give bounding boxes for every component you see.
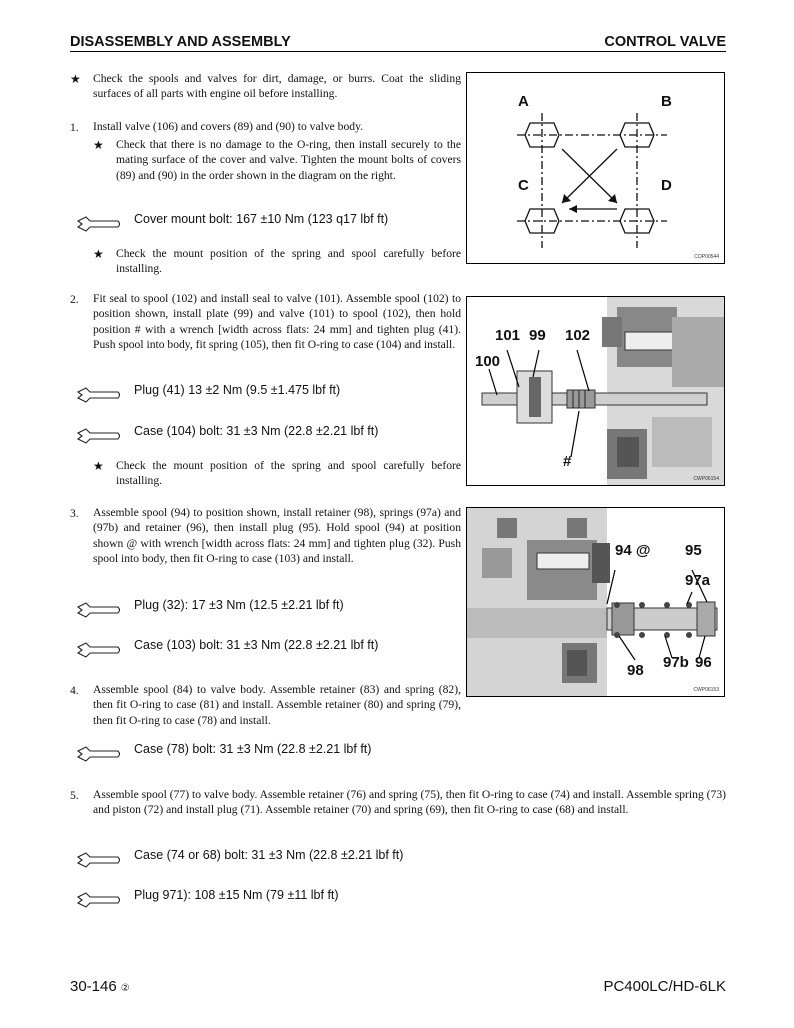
bolt-label-c: C: [518, 177, 529, 194]
page-number: [70, 978, 130, 995]
figure-code: CWP06154: [693, 476, 719, 482]
intro-note: Check the spools and valves for dirt, damage, or burrs. Coat the sliding surfaces of all parts with engine oil before installing.: [93, 72, 461, 101]
star-bullet-icon: ★: [93, 247, 104, 261]
step-number: 5.: [70, 789, 79, 802]
part-label-98: 98: [627, 662, 644, 679]
wrench-torque-icon: [76, 426, 122, 446]
figure-code: COP00544: [694, 254, 719, 260]
wrench-torque-icon: [76, 744, 122, 764]
revision-mark: ②: [120, 983, 130, 994]
star-bullet-icon: ★: [70, 72, 81, 86]
step2-text: Fit seal to spool (102) and install seal to valve (101). Assemble spool (102) to position shown, install plate (99) and valve (101) to spool (102), then hold position # with a wrench [width across flats: 24 mm] and tighten plug (41). Push spool into body, fit spring (105), then fit O-ring to case (104) and install.: [93, 292, 461, 352]
step-number: 2.: [70, 293, 79, 306]
torque-value: Plug (32): 17 ±3 Nm (12.5 ±2.21 lbf ft): [134, 598, 344, 612]
wrench-torque-icon: [76, 890, 122, 910]
wrench-torque-icon: [76, 850, 122, 870]
step-number: 4.: [70, 684, 79, 697]
page-number-text: 30-146: [70, 978, 117, 995]
figure-code: CWP06153: [693, 687, 719, 693]
step-number: 3.: [70, 507, 79, 520]
wrench-torque-icon: [76, 600, 122, 620]
page-header: [70, 33, 726, 52]
bolt-order-drawing: [467, 73, 724, 263]
step1-text: Install valve (106) and covers (89) and (90) to valve body.: [93, 120, 364, 133]
torque-value: Plug 971): 108 ±15 Nm (79 ±11 lbf ft): [134, 888, 339, 902]
step2-note: Check the mount position of the spring and spool carefully before installing.: [116, 459, 461, 488]
torque-value: Plug (41) 13 ±2 Nm (9.5 ±1.475 lbf ft): [134, 383, 341, 397]
wrench-torque-icon: [76, 385, 122, 405]
bolt-label-b: B: [661, 93, 672, 110]
step1-note2: Check the mount position of the spring and spool carefully before installing.: [116, 247, 461, 276]
part-label-102: 102: [565, 327, 591, 344]
torque-value: Case (78) bolt: 31 ±3 Nm (22.8 ±2.21 lbf ft): [134, 742, 372, 756]
spool-102-assembly-photo: [466, 296, 725, 486]
torque-value: Cover mount bolt: 167 ±10 Nm (123 q17 lbf ft): [134, 212, 389, 226]
step1-note: Check that there is no damage to the O-ring, then install securely to the mating surface of the cover and valve. Tighten the mount bolts of covers (89) and (90) in the order shown in the diagram on the right.: [116, 138, 461, 182]
bolt-label-a: A: [518, 93, 529, 110]
part-label-100: 100: [475, 353, 501, 370]
section-title: DISASSEMBLY AND ASSEMBLY: [70, 34, 291, 50]
step3-text: Assemble spool (94) to position shown, install retainer (98), springs (97a) and (97b) and retainer (96), then install plug (95). Hold spool (94) at position shown @ with wrench [width across flats: 24 mm] and tighten plug (32). Push spool into body, then fit O-ring to case (103) and install.: [93, 506, 461, 566]
bolt-tightening-order-diagram: [466, 72, 725, 264]
torque-value: Case (104) bolt: 31 ±3 Nm (22.8 ±2.21 lbf ft): [134, 424, 379, 438]
component-title: CONTROL VALVE: [604, 34, 726, 50]
torque-value: Case (74 or 68) bolt: 31 ±3 Nm (22.8 ±2.21 lbf ft): [134, 848, 404, 862]
wrench-torque-icon: [76, 214, 122, 234]
step4-text: Assemble spool (84) to valve body. Assemble retainer (83) and spring (82), then fit O-ring to case (81) and install. Assemble retainer (80) and spring (79), then fit O-ring to case (78) and install.: [93, 683, 461, 727]
spool-photo-drawing: [467, 297, 724, 485]
star-bullet-icon: ★: [93, 459, 104, 473]
part-label-94: 94 @: [615, 542, 651, 559]
wrench-position-mark: #: [563, 453, 572, 470]
part-label-99: 99: [529, 327, 546, 344]
spool-94-assembly-photo: [466, 507, 725, 697]
model-name: PC400LC/HD-6LK: [603, 978, 726, 995]
part-label-97b: 97b: [663, 654, 689, 671]
part-label-95: 95: [685, 542, 702, 559]
step-number: 1.: [70, 121, 79, 134]
torque-value: Case (103) bolt: 31 ±3 Nm (22.8 ±2.21 lbf ft): [134, 638, 379, 652]
part-label-96: 96: [695, 654, 712, 671]
part-label-97a: 97a: [685, 572, 711, 589]
part-label-101: 101: [495, 327, 521, 344]
star-bullet-icon: ★: [93, 138, 104, 152]
wrench-torque-icon: [76, 640, 122, 660]
bolt-label-d: D: [661, 177, 672, 194]
step5-text: Assemble spool (77) to valve body. Assemble retainer (76) and spring (75), then fit O-ring to case (74) and install. Assemble spring (73) and piston (72) and install plug (71). Assemble retainer (70) and spring (69), then fit O-ring to case (68) and install.: [93, 788, 726, 817]
